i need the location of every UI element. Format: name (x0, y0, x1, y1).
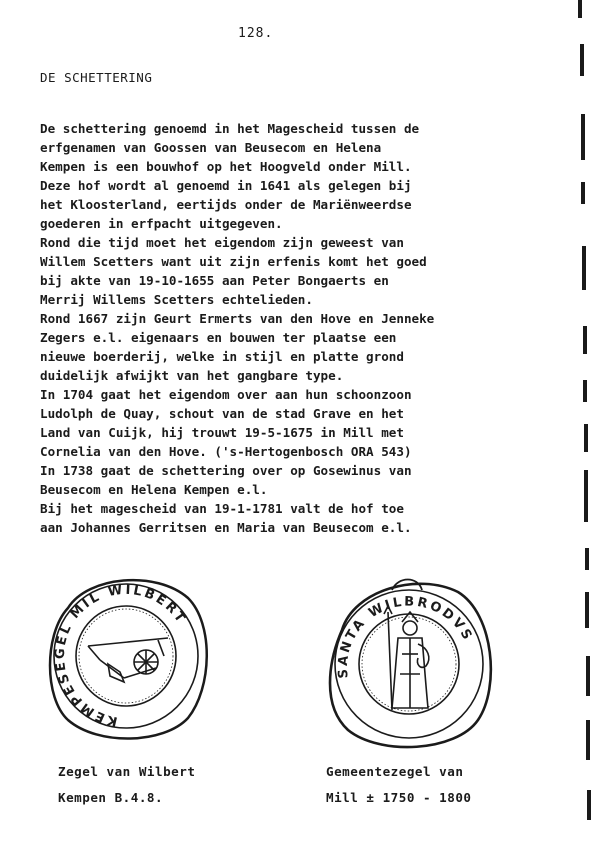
body-text (40, 119, 580, 537)
seal-right-caption (326, 764, 471, 816)
margin-bar (583, 380, 587, 402)
seal-wilbert-kempen (38, 568, 214, 748)
body-line: erfgenamen van Goossen van Beusecom en Helena (40, 140, 382, 155)
body-line: Willem Scetters want uit zijn erfenis komt het goed (40, 254, 427, 269)
margin-bar (584, 470, 588, 522)
page-number: 128. (238, 26, 274, 41)
section-heading: DE SCHETTERING (40, 70, 153, 85)
body-line: aan Johannes Gerritsen en Maria van Beusecom e.l. (40, 520, 412, 535)
margin-bar (581, 114, 585, 160)
seal-left-caption (58, 764, 195, 816)
body-line: nieuwe boerderij, welke in stijl en platte grond (40, 349, 404, 364)
margin-bar (586, 720, 590, 760)
margin-bar (585, 592, 589, 628)
seal-mill-municipal (318, 570, 500, 758)
svg-text:KEMPESEGEL MIL WILBERT (53, 583, 189, 729)
body-line: In 1738 gaat de schettering over op Gosewinus van (40, 463, 412, 478)
margin-bar (583, 326, 587, 354)
body-line: Kempen is een bouwhof op het Hoogveld onder Mill. (40, 159, 412, 174)
body-line: Deze hof wordt al genoemd in 1641 als gelegen bij (40, 178, 412, 193)
body-line: Zegers e.l. eigenaars en bouwen ter plaatse een (40, 330, 397, 345)
body-line: Bij het magescheid van 19-1-1781 valt de hof toe (40, 501, 404, 516)
margin-bar (585, 548, 589, 570)
margin-bar (578, 0, 582, 18)
body-line: Rond 1667 zijn Geurt Ermerts van den Hove en Jenneke (40, 311, 435, 326)
caption-line: Gemeentezegel van (326, 764, 464, 779)
body-line: Beusecom en Helena Kempen e.l. (40, 482, 268, 497)
body-line: Merrij Willems Scetters echtelieden. (40, 292, 313, 307)
body-line: Rond die tijd moet het eigendom zijn geweest van (40, 235, 404, 250)
caption-line: Kempen B.4.8. (58, 790, 164, 805)
margin-bar (584, 424, 588, 452)
body-line: Cornelia van den Hove. ('s-Hertogenbosch ORA 543) (40, 444, 412, 459)
margin-bar (580, 44, 584, 76)
margin-bar (586, 656, 590, 696)
caption-line: Zegel van Wilbert (58, 764, 196, 779)
margin-bar (582, 246, 586, 290)
seal-left-inscription: KEMPESEGEL MIL WILBERT (52, 582, 189, 729)
body-line: In 1704 gaat het eigendom over aan hun schoonzoon (40, 387, 412, 402)
margin-bar (587, 790, 591, 820)
caption-line: Mill ± 1750 - 1800 (326, 790, 472, 805)
body-line: het Kloosterland, eertijds onder de Mariënweerdse (40, 197, 412, 212)
margin-bar (581, 182, 585, 204)
body-line: Ludolph de Quay, schout van de stad Grave en het (40, 406, 404, 421)
seal-right-inscription: SANTA WILBRODVS (335, 594, 476, 679)
body-line: De schettering genoemd in het Magescheid tussen de (40, 121, 420, 136)
body-line: bij akte van 19-10-1655 aan Peter Bongaerts en (40, 273, 389, 288)
body-line: duidelijk afwijkt van het gangbare type. (40, 368, 344, 383)
body-line: goederen in erfpacht uitgegeven. (40, 216, 283, 231)
body-line: Land van Cuijk, hij trouwt 19-5-1675 in Mill met (40, 425, 404, 440)
